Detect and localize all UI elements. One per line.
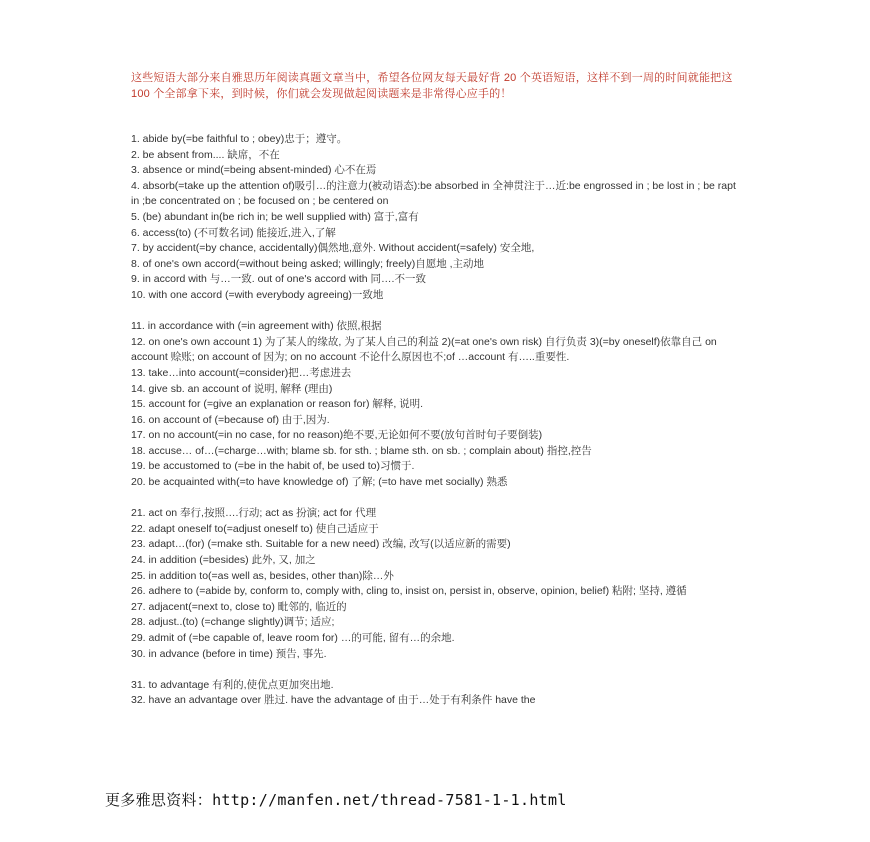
list-item: 29. admit of (=be capable of, leave room for) …的可能, 留有…的余地. <box>131 632 455 644</box>
list-item: 5. (be) abundant in(be rich in; be well supplied with) 富于,富有 <box>131 210 419 223</box>
list-item: 26. adhere to (=abide by, conform to, comply with, cling to, insist on, persist in, observe, opinion, belief) 粘附; 坚持, 遵循 <box>131 585 687 598</box>
footer-link-text: 更多雅思资料：http://manfen.net/thread-7581-1-1.html <box>105 791 567 809</box>
list-item: 7. by accident(=by chance, accidentally)偶然地,意外. Without accident(=safely) 安全地, <box>131 242 535 255</box>
phrase-group-3 <box>131 506 743 662</box>
list-item: 23. adapt…(for) (=make sth. Suitable for a new need) 改编, 改写(以适应新的需要) <box>131 538 511 551</box>
list-item: 30. in advance (before in time) 预告, 事先. <box>131 647 327 660</box>
list-item: 3. absence or mind(=being absent-minded) 心不在焉 <box>131 164 377 177</box>
group-spacer <box>131 491 743 507</box>
list-item: 4. absorb(=take up the attention of)吸引…的注意力(被动语态):be absorbed in 全神贯注于…近:be engrossed in ; be lost in ; be rapt in ;be concentrated on ; be focused on ; be centered on <box>131 179 736 208</box>
list-item: 9. in accord with 与…一致. out of one's accord with 同….不一致 <box>131 273 426 286</box>
phrase-list <box>131 132 743 709</box>
list-item: 22. adapt oneself to(=adjust oneself to) 使自己适应于 <box>131 522 379 535</box>
list-item: 6. access(to) (不可数名词) 能接近,进入,了解 <box>131 226 336 239</box>
list-item: 15. account for (=give an explanation or reason for) 解释, 说明. <box>131 398 424 411</box>
list-item: 24. in addition (=besides) 此外, 又, 加之 <box>131 554 316 567</box>
group-spacer <box>131 304 743 320</box>
list-item: 28. adjust..(to) (=change slightly)调节; 适应; <box>131 616 335 629</box>
intro-paragraph: 这些短语大部分来自雅思历年阅读真题文章当中，希望各位网友每天最好背 20 个英语短语，这样不到一周的时间就能把这 100 个全部拿下来，到时候，你们就会发现做起阅读题来是非常得心应手的！ <box>131 72 733 100</box>
list-item: 19. be accustomed to (=be in the habit of, be used to)习惯于. <box>131 460 415 473</box>
list-item: 14. give sb. an account of 说明, 解释 (理由) <box>131 382 333 395</box>
list-item: 20. be acquainted with(=to have knowledge of) 了解; (=to have met socially) 熟悉 <box>131 476 508 489</box>
list-item: 18. accuse… of…(=charge…with; blame sb. for sth. ; blame sth. on sb. ; complain about) 指控,控告 <box>131 444 592 457</box>
group-spacer <box>131 662 743 678</box>
list-item: 27. adjacent(=next to, close to) 毗邻的, 临近的 <box>131 600 347 613</box>
list-item: 11. in accordance with (=in agreement with) 依照,根据 <box>131 320 382 333</box>
list-item: 16. on account of (=because of) 由于,因为. <box>131 413 330 426</box>
phrase-group-1 <box>131 132 743 304</box>
list-item: 2. be absent from.... 缺席，不在 <box>131 148 280 161</box>
list-item: 10. with one accord (=with everybody agreeing)一致地 <box>131 288 384 301</box>
list-item: 21. act on 奉行,按照….行动; act as 扮演; act for 代理 <box>131 507 377 520</box>
phrase-group-2 <box>131 319 743 491</box>
list-item: 25. in addition to(=as well as, besides, other than)除…外 <box>131 569 394 582</box>
list-item: 17. on no account(=in no case, for no reason)绝不要,无论如何不要(放句首时句子要倒装) <box>131 429 543 442</box>
list-item: 1. abide by(=be faithful to ; obey)忠于；遵守。 <box>131 133 348 145</box>
list-item: 13. take…into account(=consider)把…考虑进去 <box>131 366 352 379</box>
phrase-group-4 <box>131 678 743 709</box>
list-item: 31. to advantage 有利的,使优点更加突出地. <box>131 678 334 691</box>
list-item: 12. on one's own account 1) 为了某人的缘故, 为了某人自己的利益 2)(=at one's own risk) 自行负责 3)(=by oneself)依靠自己 on account 赊账; on account of 因为; on no account 不论什么原因也不;of …account 有…..重要性. <box>131 335 717 364</box>
list-item: 8. of one's own accord(=without being asked; willingly; freely)自愿地 ,主动地 <box>131 257 485 270</box>
list-item: 32. have an advantage over 胜过. have the advantage of 由于…处于有利条件 have the <box>131 694 536 707</box>
